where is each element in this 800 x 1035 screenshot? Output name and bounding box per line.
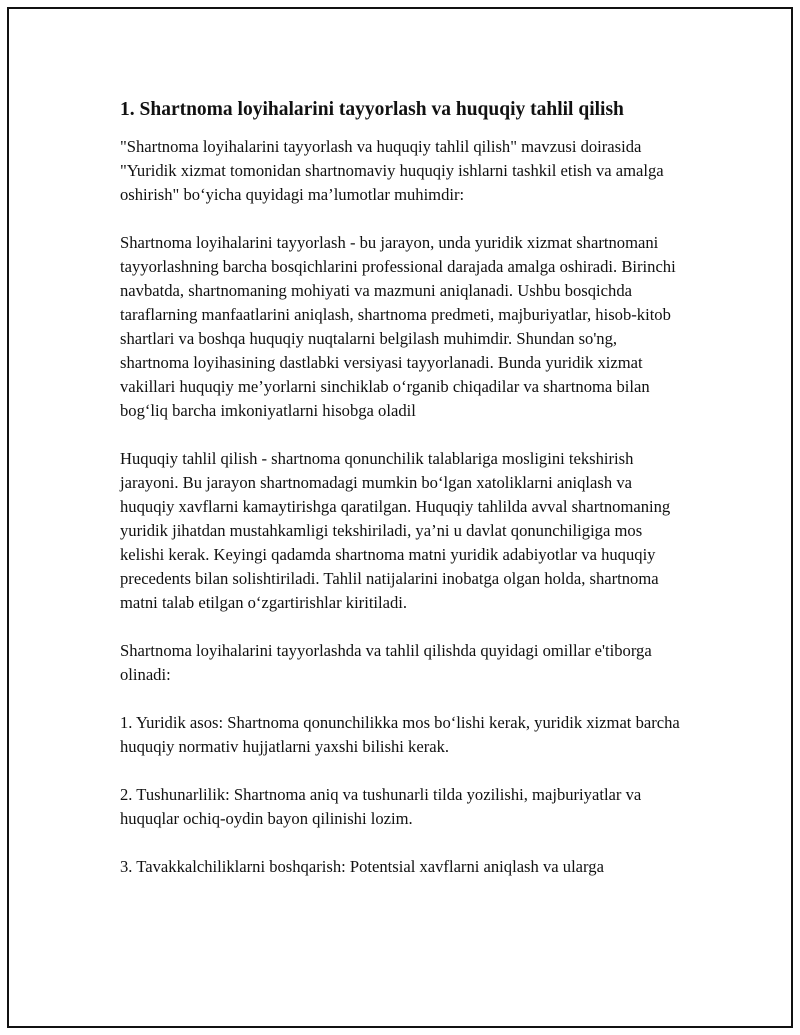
- factors-intro-paragraph: Shartnoma loyihalarini tayyorlashda va tahlil qilishda quyidagi omillar e'tiborga olinadi:: [120, 641, 652, 684]
- legal-analysis-paragraph: Huquqiy tahlil qilish - shartnoma qonunchilik talablariga mosligini tekshirish jarayoni. Bu jarayon shartnomadagi mumkin bo‘lgan xatoliklarni aniqlash va huquqiy xavflarni kamaytirishga qaratilgan. Huquqiy tahlilda avval shartnomaning yuridik jihatdan mustahkamligi tekshiriladi, ya’ni u davlat qonunchiligiga mos kelishi kerak. Keyingi qadamda shartnoma matni yuridik adabiyotlar va huquqiy precedents bilan solishtiriladi. Tahlil natijalarini inobatga olgan holda, shartnoma matni talab etilgan o‘zgartirishlar kiritiladi.: [120, 449, 671, 612]
- factor-item-risk-management: 3. Tavakkalchiliklarni boshqarish: Potentsial xavflarni aniqlash va ularga: [120, 857, 604, 876]
- drafting-paragraph: Shartnoma loyihalarini tayyorlash - bu jarayon, unda yuridik xizmat shartnomani tayyorlashning barcha bosqichlarini professional darajada amalga oshiradi. Birinchi navbatda, shartnomaning mohiyati va mazmuni aniqlanadi. Ushbu bosqichda taraflarning manfaatlarini aniqlash, shartnoma predmeti, majburiyatlar, hisob-kitob shartlari va boshqa huquqiy nuqtalarni belgilash muhimdir. Shundan so'ng, shartnoma loyihasining dastlabki versiyasi tayyorlanadi. Bunda yuridik xizmat vakillari huquqiy me’yorlarni sinchiklab o‘rganib chiqadilar va shartnoma bilan bog‘liq barcha imkoniyatlarni hisobga oladil: [120, 233, 676, 420]
- section-heading: 1. Shartnoma loyihalarini tayyorlash va huquqiy tahlil qilish: [120, 99, 624, 120]
- factor-item-legal-basis: 1. Yuridik asos: Shartnoma qonunchilikka mos bo‘lishi kerak, yuridik xizmat barcha huquqiy normativ hujjatlarni yaxshi bilishi kerak.: [120, 713, 680, 756]
- document-page: [7, 7, 793, 1028]
- document-content: [120, 97, 690, 903]
- factor-item-clarity: 2. Tushunarlilik: Shartnoma aniq va tushunarli tilda yozilishi, majburiyatlar va huquqlar ochiq-oydin bayon qilinishi lozim.: [120, 785, 642, 828]
- intro-paragraph: "Shartnoma loyihalarini tayyorlash va huquqiy tahlil qilish" mavzusi doirasida "Yuridik xizmat tomonidan shartnomaviy huquqiy ishlarni tashkil etish va amalga oshirish" bo‘yicha quyidagi ma’lumotlar muhimdir:: [120, 137, 664, 204]
